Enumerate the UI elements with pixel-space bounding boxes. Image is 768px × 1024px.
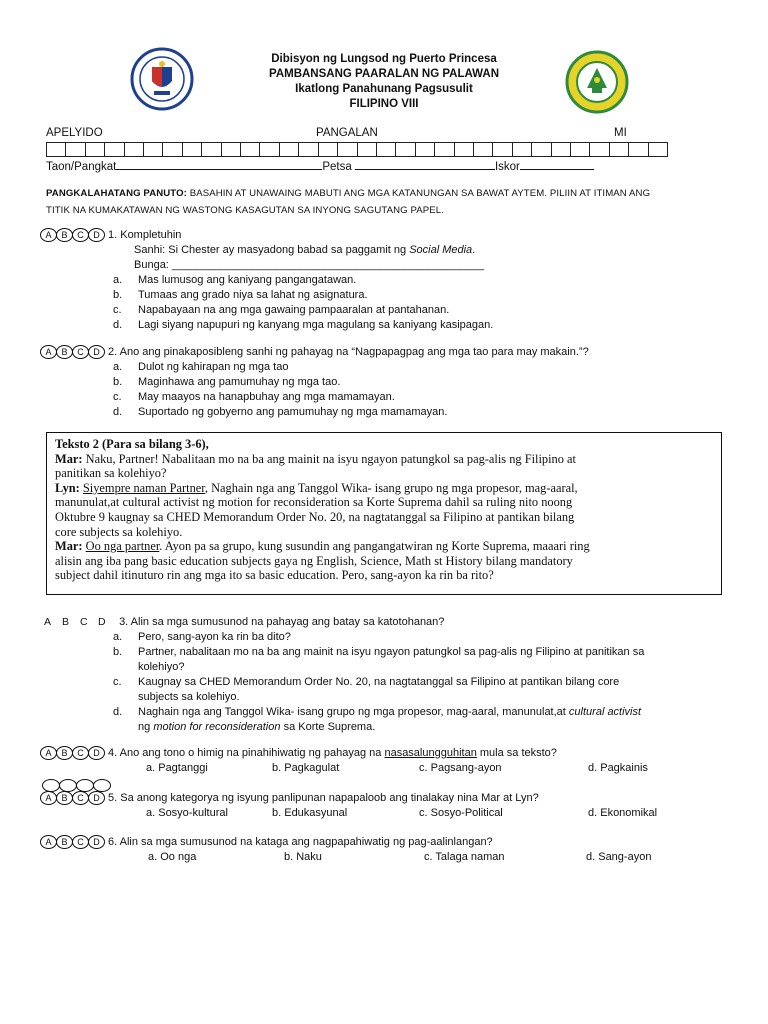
- teksto-title: Teksto 2 (Para sa bilang 3-6),: [55, 437, 209, 451]
- bubble-a[interactable]: A: [40, 835, 57, 849]
- bubble-a[interactable]: A: [40, 345, 57, 359]
- question-1: [40, 228, 740, 333]
- document-header: [200, 52, 568, 112]
- name-letter-grid[interactable]: [46, 142, 668, 157]
- letter-box[interactable]: [552, 143, 571, 156]
- letter-box[interactable]: [358, 143, 377, 156]
- iskor-label: Iskor: [494, 161, 520, 173]
- petsa-label: Petsa: [322, 161, 352, 173]
- bubble-b[interactable]: B: [56, 835, 73, 849]
- question-stem: 1. Kompletuhin: [108, 229, 182, 241]
- question-6: [40, 835, 740, 865]
- letter-box[interactable]: [610, 143, 629, 156]
- letter-box[interactable]: [396, 143, 415, 156]
- speaker-mar: Mar:: [55, 539, 83, 554]
- question-stem: 2. Ano ang pinakaposibleng sanhi ng pahayag na “Nagpapagpag ang mga tao para may makain.”?: [108, 346, 589, 358]
- letter-box[interactable]: [338, 143, 357, 156]
- option-c: c. Kaugnay sa CHED Memorandum Order No. 20, na nagtatanggal sa Filipino at pantikan bilang core subjects sa kolehiyo.: [113, 676, 620, 703]
- question-4: A B C D 4. Ano ang tono o himig na pinahihiwatig ng pahayag na nasasalungguhitan mula sa teksto? a. Pagtanggi b. Pagkagulat c. Pagsang-ayon d. Pagkainis: [40, 746, 740, 776]
- bubble-b[interactable]: B: [56, 746, 73, 760]
- letter-b[interactable]: B: [62, 616, 70, 628]
- question-stem: 4. Ano ang tono o himig na pinahihiwatig ng pahayag na: [108, 747, 382, 759]
- answer-bubbles[interactable]: [40, 746, 104, 760]
- letter-box[interactable]: [66, 143, 85, 156]
- question-3: [44, 615, 744, 735]
- bubble-a[interactable]: A: [40, 791, 57, 805]
- option-c: c. Sosyo-Political: [419, 807, 503, 819]
- answer-bubbles[interactable]: [40, 345, 104, 359]
- speaker-mar: Mar:: [55, 451, 83, 466]
- sanhi-italic: Social Media: [409, 244, 473, 256]
- name-labels: [46, 127, 666, 141]
- letter-box[interactable]: [416, 143, 435, 156]
- bubble-c[interactable]: C: [72, 835, 89, 849]
- underlined-phrase: Oo nga partner: [85, 539, 160, 554]
- option-b: b. Naku: [284, 851, 322, 863]
- option-d: d. Sang-ayon: [586, 851, 652, 863]
- letter-box[interactable]: [125, 143, 144, 156]
- option-c: c. May maayos na hanapbuhay ang mga mamamayan.: [113, 391, 395, 403]
- instructions-text-2: TITIK NA KUMAKATAWAN NG WASTONG KASAGUTAN SA INYONG SAGUTANG PAPEL.: [46, 205, 444, 216]
- bubble-b[interactable]: B: [56, 791, 73, 805]
- question-5: [40, 791, 740, 821]
- instructions-text: BASAHIN AT UNAWAING MABUTI ANG MGA KATANUNGAN SA BAWAT AYTEM. PILIIN AT ITIMAN ANG: [189, 188, 651, 199]
- option-d: d. Lagi siyang napupuri ng kanyang mga magulang sa kaniyang kasipagan.: [113, 319, 494, 331]
- question-stem: 5. Sa anong kategorya ng isyung panlipunan napapaloob ang tinalakay nina Mar at Lyn?: [108, 792, 539, 804]
- letter-box[interactable]: [183, 143, 202, 156]
- letter-a[interactable]: A: [44, 616, 52, 628]
- option-c: c. Talaga naman: [424, 851, 505, 863]
- letter-box[interactable]: [260, 143, 279, 156]
- option-a: a. Pero, sang-ayon ka rin ba dito?: [113, 631, 291, 643]
- deped-seal-icon: [130, 47, 194, 111]
- option-b: b. Pagkagulat: [272, 762, 340, 774]
- bubble-a[interactable]: A: [40, 746, 57, 760]
- apelyido-label: APELYIDO: [46, 127, 103, 139]
- letter-box[interactable]: [455, 143, 474, 156]
- option-a: a. Mas lumusog ang kaniyang pangangatawan.: [113, 274, 357, 286]
- bubble-c[interactable]: C: [72, 228, 89, 242]
- letter-box[interactable]: [435, 143, 454, 156]
- mi-label: MI: [614, 127, 627, 139]
- pangalan-label: PANGALAN: [316, 127, 378, 139]
- answer-bubbles[interactable]: [40, 835, 104, 849]
- option-a: a. Dulot ng kahirapan ng mga tao: [113, 361, 289, 373]
- bubble-d[interactable]: D: [88, 746, 105, 760]
- letter-box[interactable]: [144, 143, 163, 156]
- letter-box[interactable]: [513, 143, 532, 156]
- option-c: c. Pagsang-ayon: [419, 762, 502, 774]
- letter-box[interactable]: [319, 143, 338, 156]
- bubble-a[interactable]: A: [40, 228, 57, 242]
- division-name: Dibisyon ng Lungsod ng Puerto Princesa: [271, 53, 497, 65]
- option-d: d. Pagkainis: [588, 762, 648, 774]
- speaker-lyn: Lyn:: [55, 480, 80, 495]
- option-b: b. Edukasyunal: [272, 807, 348, 819]
- letter-box[interactable]: [649, 143, 667, 156]
- option-b: b. Tumaas ang grado niya sa lahat ng asignatura.: [113, 289, 368, 301]
- option-b: b. Partner, nabalitaan mo na ba ang mainit na isyu ngayon patungkol sa pag-alis ng Filipino at panitikan sa kolehiyo?: [113, 646, 645, 673]
- sanhi-end: .: [472, 244, 476, 256]
- general-instructions: [46, 185, 736, 219]
- answer-bubbles[interactable]: [40, 791, 104, 805]
- bubble-c[interactable]: C: [72, 345, 89, 359]
- option-c: c. Napabayaan na ang mga gawaing pampaaralan at pantahanan.: [113, 304, 450, 316]
- option-a: a. Sosyo-kultural: [146, 807, 228, 819]
- bubble-d[interactable]: D: [88, 835, 105, 849]
- letter-box[interactable]: [532, 143, 551, 156]
- bubble-d[interactable]: D: [88, 228, 105, 242]
- answer-bubbles[interactable]: [40, 228, 104, 242]
- letter-box[interactable]: [47, 143, 66, 156]
- letter-box[interactable]: [590, 143, 609, 156]
- bubble-c[interactable]: C: [72, 791, 89, 805]
- option-d: d. Naghain nga ang Tanggol Wika- isang grupo ng mga propesor, mag-aaral, manunulat,at cultural activist ng motion for reconsideration sa Korte Suprema.: [113, 706, 642, 733]
- sanhi-text: Sanhi: Si Chester ay masyadong babad sa paggamit ng: [134, 244, 407, 256]
- letter-box[interactable]: [280, 143, 299, 156]
- taon-pangkat-blank[interactable]: [116, 158, 322, 170]
- bubble-d[interactable]: D: [88, 345, 105, 359]
- letter-box[interactable]: [571, 143, 590, 156]
- letter-box[interactable]: [299, 143, 318, 156]
- question-stem: 3. Alin sa mga sumusunod na pahayag ang batay sa katotohanan?: [119, 616, 445, 628]
- letter-box[interactable]: [222, 143, 241, 156]
- option-a: a. Pagtanggi: [146, 762, 208, 774]
- bubble-b[interactable]: B: [56, 345, 73, 359]
- petsa-blank[interactable]: [355, 158, 495, 170]
- option-b: b. Maginhawa ang pamumuhay ng mga tao.: [113, 376, 341, 388]
- letter-box[interactable]: [377, 143, 396, 156]
- answer-letters[interactable]: [44, 616, 119, 628]
- teksto-2-box: Teksto 2 (Para sa bilang 3-6), Mar: Naku, Partner! Nabalitaan mo na ba ang mainit na isyu ngayon patungkol sa pag-alis ng Filipino at panitikan sa kolehiyo? Lyn: Siyempre naman Partner, Naghain nga ang Tanggol Wika- isang grupo ng mga propesor, mag-aaral, manunulat,at cultural activist ng motion for reconsideration sa Korte Suprema dahil sa ruling nito noong Oktubre 9 kaugnay sa CHED Memorandum Order No. 20, na nagtatanggal sa Filipino at pantikan bilang core subjects sa kolehiyo. Mar: Oo nga partner. Ayon pa sa grupo, kung susundin ang pangangatwiran ng Korte Suprema, maaari ring alisin ang iba pang basic education subjects gaya ng English, Science, Math st History bilang mandatory subject dahil itinuturo rin ang mga ito sa basic education. Pero, sang-ayon ka rin ba rito?: [46, 432, 722, 595]
- iskor-blank[interactable]: [520, 158, 594, 170]
- option-a: a. Oo nga: [148, 851, 197, 863]
- letter-box[interactable]: [493, 143, 512, 156]
- taon-pangkat-label: Taon/Pangkat: [46, 161, 117, 173]
- exam-title: Ikatlong Panahunang Pagsusulit: [295, 83, 473, 95]
- letter-box[interactable]: [241, 143, 260, 156]
- bubble-b[interactable]: B: [56, 228, 73, 242]
- instructions-label: PANGKALAHATANG PANUTO:: [46, 188, 187, 199]
- letter-d[interactable]: D: [98, 616, 106, 628]
- question-stem: 6. Alin sa mga sumusunod na kataga ang nagpapahiwatig ng pag-aalinlangan?: [108, 836, 493, 848]
- bubble-c[interactable]: C: [72, 746, 89, 760]
- letter-box[interactable]: [474, 143, 493, 156]
- option-d: d. Suportado ng gobyerno ang pamumuhay ng mga mamamayan.: [113, 406, 448, 418]
- letter-box[interactable]: [163, 143, 182, 156]
- letter-box[interactable]: [202, 143, 221, 156]
- school-name: PAMBANSANG PAARALAN NG PALAWAN: [269, 68, 499, 80]
- palawan-national-school-seal-icon: [565, 50, 629, 114]
- subject-title: FILIPINO VIII: [349, 98, 419, 110]
- letter-c[interactable]: C: [80, 616, 88, 628]
- question-2: [40, 345, 740, 420]
- letter-box[interactable]: [86, 143, 105, 156]
- bubble-d[interactable]: D: [88, 791, 105, 805]
- letter-box[interactable]: [105, 143, 124, 156]
- letter-box[interactable]: [629, 143, 648, 156]
- option-d: d. Ekonomikal: [588, 807, 658, 819]
- underlined-word: nasasalungguhitan: [384, 747, 477, 759]
- class-info-row: [46, 158, 594, 173]
- underlined-phrase: Siyempre naman Partner: [82, 480, 205, 495]
- bunga-blank: Bunga: ___________________________________________________: [134, 259, 484, 271]
